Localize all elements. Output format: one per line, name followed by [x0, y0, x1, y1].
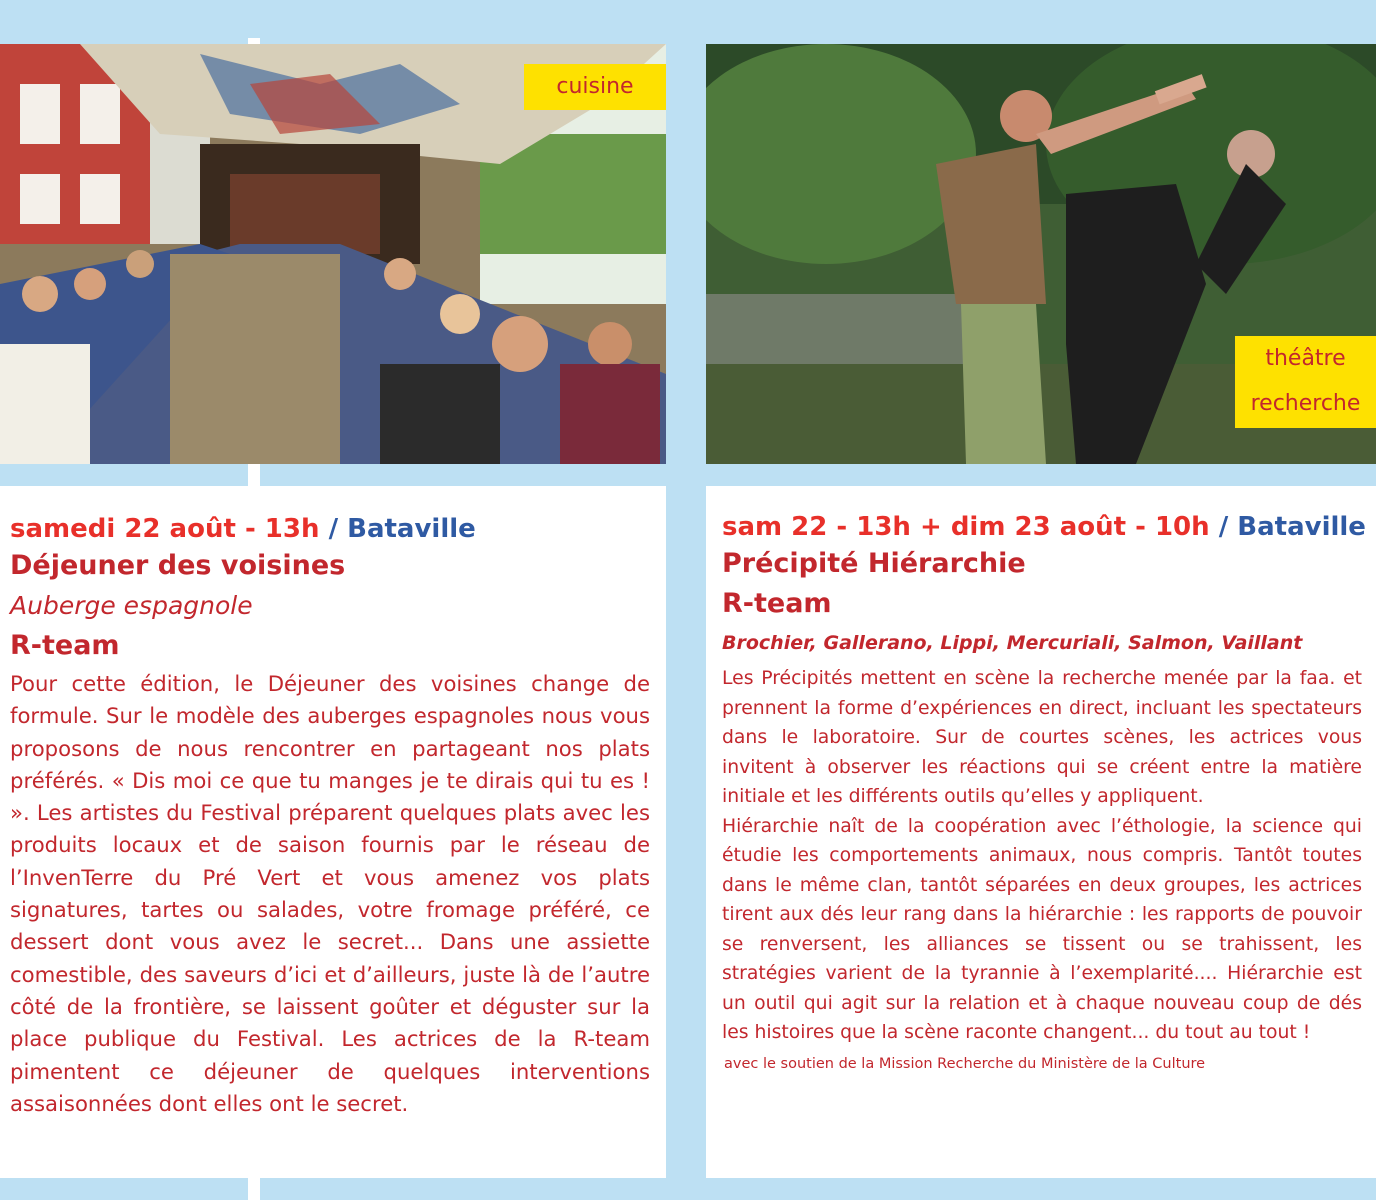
event-description: Pour cette édition, le Déjeuner des voisines change de formule. Sur le modèle des auberges espagnoles nous vous proposons de nous rencontrer en partageant nos plats préférés. « Dis moi ce que tu manges je te dirais qui tu es ! ». Les artistes du Festival préparent quelques plats avec les produits locaux et de saison fournis par le réseau de l’InvenTerre du Pré Vert et vous amenez vos plats signatures, tartes ou salades, votre fromage préféré, ce dessert dont vous avez le secret... Dans une assiette comestible, des saveurs d’ici et d’ailleurs, juste là de l’autre côté de la frontière, se laissent goûter et déguster sur la place publique du Festival. Les actrices de la R-team pimentent ce déjeuner de quelques interventions assaisonnées dont elles ont le secret.: [10, 671, 650, 1116]
event-company: R-team: [10, 630, 120, 661]
event-date: samedi 22 août - 13h: [10, 514, 320, 544]
separator-slash: /: [328, 514, 339, 544]
divider-middle: [248, 464, 260, 486]
event-title: Déjeuner des voisines: [10, 550, 346, 581]
tag-line-theatre: théâtre: [1265, 346, 1346, 371]
event-description: [722, 664, 1362, 1048]
event-authors: Brochier, Gallerano, Lippi, Mercuriali, Salmon, Vaillant: [722, 632, 1303, 654]
separator-slash: /: [1218, 512, 1229, 542]
tag-line-recherche: recherche: [1250, 391, 1361, 416]
event-datetime-line: [10, 512, 650, 546]
event-place: Bataville: [1237, 512, 1366, 542]
category-tag-theatre-recherche: [1235, 336, 1376, 428]
support-credit: avec le soutien de la Mission Recherche du Ministère de la Culture: [724, 1055, 1206, 1072]
event-datetime-line: [722, 510, 1366, 544]
event-card-precipite: [706, 486, 1376, 1178]
event-card-dejeuner: [0, 486, 666, 1178]
event-place: Bataville: [347, 514, 476, 544]
event-date: sam 22 - 13h + dim 23 août - 10h: [722, 512, 1210, 542]
event-subtitle: Auberge espagnole: [10, 591, 253, 620]
description-paragraph-1: Les Précipités mettent en scène la recherche menée par la faa. et prennent la forme d’expériences en direct, incluant les spectateurs dans le laboratoire. Sur de courtes scènes, les actrices vous invitent à observer les réactions qui se créent entre la matière initiale et les différents outils qu’elles y appliquent.: [722, 668, 1362, 807]
divider-bottom: [248, 1178, 260, 1200]
category-tag-cuisine: cuisine: [524, 64, 666, 110]
description-paragraph-2: Hiérarchie naît de la coopération avec l’éthologie, la science qui étudie les comportements animaux, nous compris. Tantôt toutes dans le même clan, tantôt séparées en deux groupes, les actrices tirent aux dés leur rang dans la hiérarchie : les rapports de pouvoir se renversent, les alliances se tissent ou se trahissent, les stratégies varient de la tyrannie à l’exemplarité.... Hiérarchie est un outil qui agit sur la relation et à chaque nouveau coup de dés les histoires que la scène raconte changent... du tout au tout !: [722, 815, 1362, 1043]
event-title: Précipité Hiérarchie: [722, 548, 1026, 579]
event-company: R-team: [722, 588, 832, 619]
